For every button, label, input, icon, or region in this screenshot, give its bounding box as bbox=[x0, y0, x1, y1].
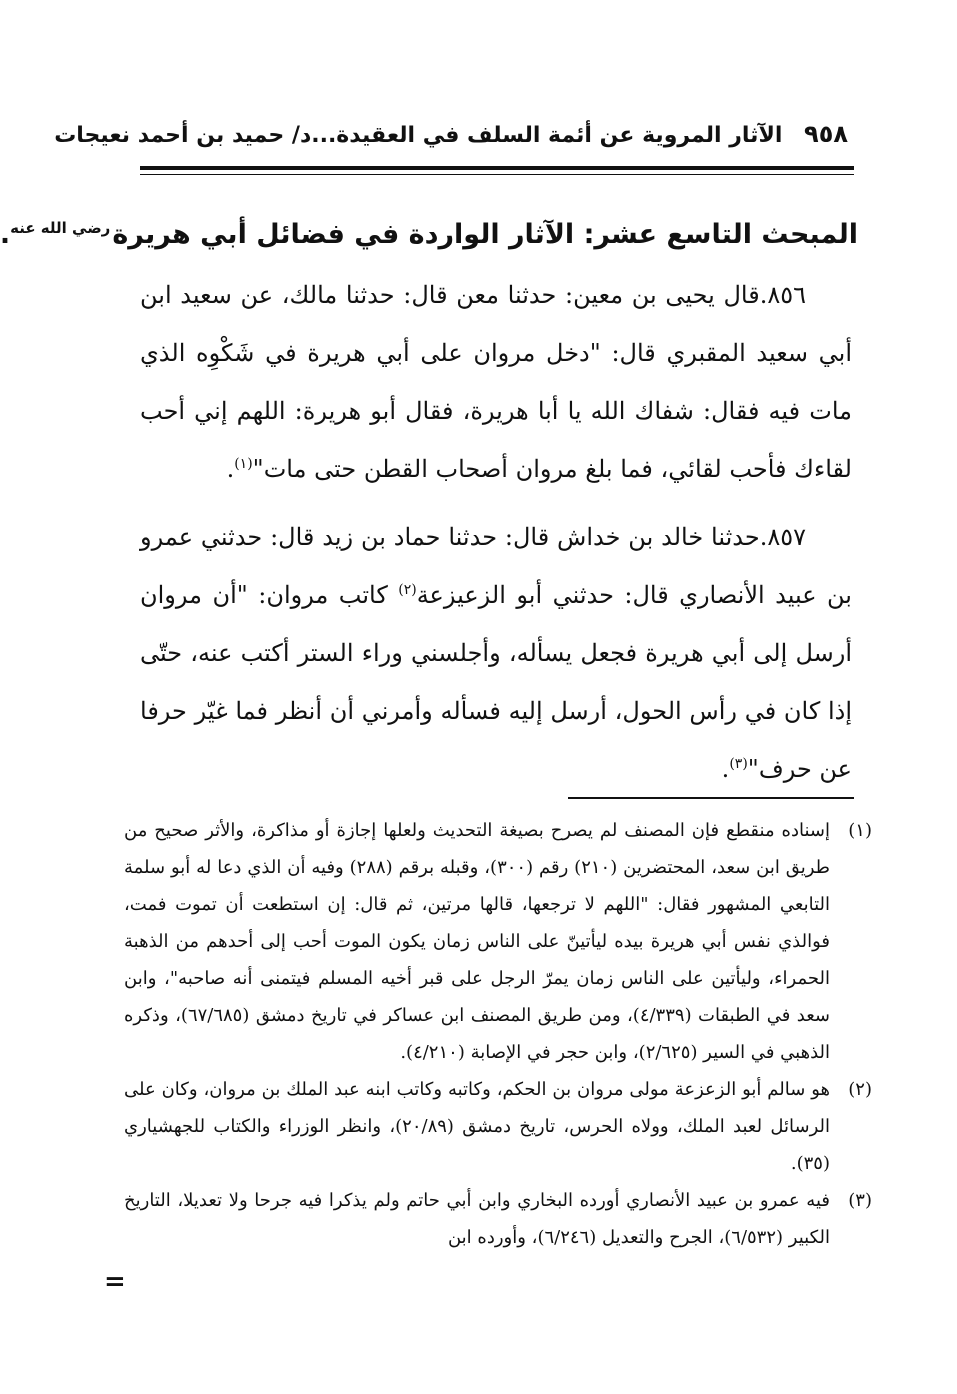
running-header bbox=[54, 112, 848, 156]
header-rule-thin bbox=[140, 174, 854, 175]
footnote-separator bbox=[568, 797, 854, 799]
footnotes bbox=[124, 812, 872, 1256]
narration-text: ٨٥٦.قال يحيى بن معين: حدثنا معن قال: حدثنا مالك، عن سعيد ابن أبي سعيد المقبري قال: "دخل مروان على أبي هريرة في شَكْوِه الذي مات فيه فقال: شفاك الله يا أبا هريرة، فقال أبو هريرة: اللهم إني أحب لقاءك فأحب لقائي، فما بلغ مروان أصحاب القطن حتى مات" bbox=[140, 281, 852, 483]
narration-tail: . bbox=[226, 455, 235, 483]
running-title: الآثار المروية عن أئمة السلف في العقيدة...د/ حميد بن أحمد نعيجات bbox=[54, 123, 783, 148]
footnote-text: إسناده منقطع فإن المصنف لم يصرح بصيغة التحديث ولعلها إجازة أو مذاكرة، والأثر صحيح من طريق ابن سعد، المحتضرين (٢١٠) رقم (٣٠٠)، وقبله برقم (٢٨٨) وفيه أن الذي دعا له أبو سلمة التابعي المشهور فقال: "اللهم لا ترجعها، قالها مرتين، ثم قال: إن استطعت أن تموت فمت، فوالذي نفس أبي هريرة بيده ليأتينّ على الناس زمان يكون الموت أحب إلى أحدهم من الذهبة الحمراء، وليأتين على الناس زمان يمرّ الرجل على قبر أخيه المسلم فيتمنى أنه صاحبه"، وابن سعد في الطبقات (٤/٣٣٩)، ومن طريق المصنف ابن عساكر في تاريخ دمشق (٦٧/٦٨٥)، وذكره الذهبي في السير (٢/٦٢٥)، وابن حجر في الإصابة (٤/٢١٠). bbox=[124, 820, 830, 1063]
footnote-marker: (٢) bbox=[848, 1079, 872, 1100]
footnote-2 bbox=[124, 1071, 872, 1182]
footnote-reference-3[interactable]: (٣) bbox=[729, 756, 748, 772]
page-number: ٩٥٨ bbox=[804, 120, 848, 148]
body-text bbox=[140, 266, 852, 808]
footnote-3 bbox=[124, 1182, 872, 1256]
narration-857 bbox=[140, 508, 852, 798]
continuation-mark: = bbox=[104, 1267, 126, 1297]
section-title-period: . bbox=[0, 219, 11, 250]
footnote-marker: (٣) bbox=[848, 1190, 872, 1211]
honorific-glyph: رضي الله عنه bbox=[10, 219, 111, 237]
narration-text-part2: كاتب مروان: "أن مروان أرسل إلى أبي هريرة فجعل يسأله، وأجلسني وراء الستر أكتب عنه، حتّى إذا كان في رأس الحول، أرسل إليه فسأله وأمرني أن أنظر فما غيّر حرفا عن حرف" bbox=[140, 581, 852, 783]
header-rule-thick bbox=[140, 166, 854, 170]
footnote-text: هو سالم أبو الزعزعة مولى مروان بن الحكم، وكاتبه وكاتب ابنه عبد الملك بن مروان، وكان على الرسائل لعبد الملك، وولاه الحرس، تاريخ دمشق (٢٠/٨٩)، وانظر الوزراء والكتاب للجهشياري (٣٥). bbox=[124, 1079, 830, 1174]
section-title bbox=[0, 198, 858, 258]
narration-856 bbox=[140, 266, 852, 498]
footnote-reference-1[interactable]: (١) bbox=[234, 456, 253, 472]
footnote-text: فيه عمرو بن عبيد الأنصاري أورده البخاري وابن أبي حاتم ولم يذكرا فيه جرحا ولا تعديلا، التاريخ الكبير (٦/٥٣٢)، الجرح والتعديل (٦/٢٤٦)، وأورده ابن bbox=[124, 1190, 830, 1248]
narration-text-part1: ٨٥٧.حدثنا خالد بن خداش قال: حدثنا حماد بن زيد قال: حدثني عمرو بن عبيد الأنصاري قال: حدثني أبو الزعيزعة bbox=[140, 523, 852, 609]
footnote-marker: (١) bbox=[848, 820, 872, 841]
footnote-reference-2[interactable]: (٢) bbox=[398, 582, 417, 598]
section-title-text: المبحث التاسع عشر: الآثار الواردة في فضائل أبي هريرة bbox=[112, 219, 858, 250]
narration-tail: . bbox=[721, 755, 730, 783]
footnote-1 bbox=[124, 812, 872, 1071]
